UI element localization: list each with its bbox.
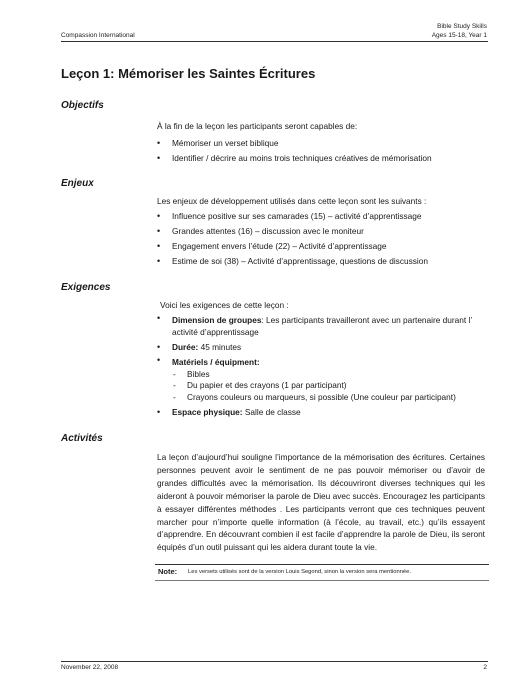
footer-rule [61, 661, 488, 662]
activites-paragraph: La leçon d’aujourd’hui souligne l’importance de la mémorisation des écritures. Certaines personnes peuvent avoir le sentiment de ne pas pouvoir mémoriser ou d’avoir de grandes difficultés avec la mémorisation. Ils découvriront diverses techniques qui les aideront à pouvoir mémoriser la parole de Dieu avec succès. Encouragez les participants à essayer différentes méthodes . Les participants verront que ces techniques peuvent marcher pour n’importe quelle information (à l’école, au travail, etc.) qu’ils essayent d’apprendre. En découvrant combien il est facile d’apprendre la parole de Dieu, ils seront équipés d’un outil puissant qui les aidera durant toute la vie. [157, 452, 485, 553]
note-rule-bottom [155, 580, 489, 581]
note-label: Note: [158, 567, 178, 576]
list-item-groupes [157, 313, 488, 340]
list-item: • Mémoriser un verset biblique [157, 136, 432, 151]
header-org: Compassion International [61, 32, 135, 39]
section-heading-enjeux: Enjeux [61, 178, 94, 189]
section-heading-activites: Activités [61, 433, 103, 444]
list-item: • Influence positive sur ses camarades (15) – activité d’apprentissage [157, 209, 428, 224]
note-text: Les versets utilisés sont de la version Louis Segond, sinon la version sera mentionnée. [188, 569, 411, 575]
enjeux-list [157, 209, 428, 269]
list-item-duree [157, 340, 488, 355]
materiels-label: Matériels / équipment: [172, 357, 260, 367]
lesson-title: Leçon 1: Mémoriser les Saintes Écritures [61, 66, 316, 81]
espace-text: Salle de classe [242, 407, 301, 417]
duree-label: Durée: [172, 342, 199, 352]
duree-text: 45 minutes [198, 342, 242, 352]
list-item: • Grandes attentes (16) – discussion avec le moniteur [157, 224, 428, 239]
objectifs-list [157, 136, 432, 166]
exigences-intro: Voici les exigences de cette leçon : [160, 300, 289, 310]
enjeux-intro: Les enjeux de développement utilisés dans cette leçon sont les suivants : [157, 196, 427, 206]
exigences-list [157, 313, 488, 420]
section-heading-exigences: Exigences [61, 282, 111, 293]
groupes-text: : Les participants travailleront avec un partenaire durant l’ activité d’apprentissage [172, 315, 472, 337]
list-item-materiels [157, 355, 488, 405]
note-rule-top [155, 564, 489, 565]
list-item: • Engagement envers l’étude (22) – Activité d’apprentissage [157, 239, 428, 254]
espace-label: Espace physique: [172, 407, 243, 417]
header-ages: Ages 15-18, Year 1 [431, 32, 487, 39]
header-course: Bible Study Skills [437, 23, 487, 30]
objectifs-intro: À la fin de la leçon les participants seront capables de: [157, 121, 358, 131]
section-heading-objectifs: Objectifs [61, 100, 104, 111]
page-number: 2 [483, 664, 487, 671]
list-item: • Identifier / décrire au moins trois techniques créatives de mémorisation [157, 151, 432, 166]
list-item-espace [157, 405, 488, 420]
footer-date: November 22, 2008 [61, 664, 119, 671]
groupes-label: Dimension de groupes [172, 315, 262, 325]
list-item: • Estime de soi (38) – Activité d’apprentissage, questions de discussion [157, 254, 428, 269]
sub-list-item: - Crayons couleurs ou marqueurs, si possible (Une couleur par participant) [172, 392, 488, 404]
sub-list-item: - Bibles [172, 369, 488, 381]
materiels-sublist [172, 369, 488, 404]
sub-list-item: - Du papier et des crayons (1 par participant) [172, 380, 488, 392]
header-rule [61, 41, 488, 42]
